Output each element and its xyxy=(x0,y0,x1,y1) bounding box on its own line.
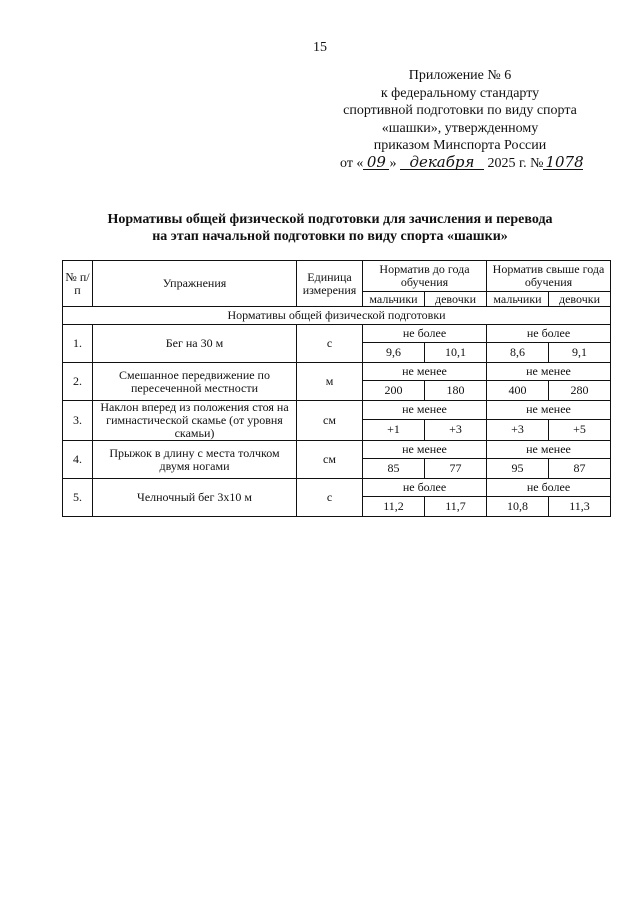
header-unit: Единица измерения xyxy=(297,261,363,307)
row-unit: см xyxy=(297,441,363,479)
value-girls-before: 11,7 xyxy=(425,497,487,517)
value-girls-before: 180 xyxy=(425,381,487,401)
date-year: 2025 г. № xyxy=(487,155,544,171)
row-condition-after: не менее xyxy=(487,441,611,459)
row-condition-after: не более xyxy=(487,325,611,343)
section-title: Нормативы общей физической подготовки xyxy=(63,307,611,325)
appendix-header xyxy=(340,67,584,172)
value-boys-after: 95 xyxy=(487,459,549,479)
date-prefix: от « xyxy=(340,155,364,171)
value-boys-after: 400 xyxy=(487,381,549,401)
row-num: 5. xyxy=(63,479,93,517)
standards-table xyxy=(62,260,611,517)
value-girls-before: 77 xyxy=(425,459,487,479)
header-boys-2: мальчики xyxy=(487,292,549,307)
table-row xyxy=(63,363,611,381)
value-boys-before: 200 xyxy=(363,381,425,401)
value-boys-before: 85 xyxy=(363,459,425,479)
table-row xyxy=(63,325,611,343)
row-condition-before: не более xyxy=(363,479,487,497)
value-girls-after: 9,1 xyxy=(549,343,611,363)
row-condition-before: не более xyxy=(363,325,487,343)
row-condition-before: не менее xyxy=(363,363,487,381)
header-girls-2: девочки xyxy=(549,292,611,307)
row-num: 4. xyxy=(63,441,93,479)
value-girls-after: 87 xyxy=(549,459,611,479)
row-unit: см xyxy=(297,401,363,441)
row-exercise: Наклон вперед из положения стоя на гимнастической скамье (от уровня скамьи) xyxy=(93,401,297,441)
table-row xyxy=(63,441,611,459)
row-unit: м xyxy=(297,363,363,401)
document-title xyxy=(60,211,600,245)
order-number-handwritten: 1078 xyxy=(545,152,584,171)
row-exercise: Бег на 30 м xyxy=(93,325,297,363)
value-boys-after: +3 xyxy=(487,419,549,440)
appendix-line-5: приказом Минспорта России xyxy=(373,138,547,153)
value-girls-before: +3 xyxy=(425,419,487,440)
section-row xyxy=(63,307,611,325)
table-header-row xyxy=(63,261,611,292)
value-boys-before: 11,2 xyxy=(363,497,425,517)
value-girls-after: 11,3 xyxy=(549,497,611,517)
date-day-handwritten: 09 xyxy=(363,155,389,170)
table-row xyxy=(63,401,611,420)
value-girls-after: 280 xyxy=(549,381,611,401)
row-exercise: Челночный бег 3x10 м xyxy=(93,479,297,517)
row-num: 1. xyxy=(63,325,93,363)
page-number: 15 xyxy=(313,40,327,55)
header-after-year: Норматив свыше года обучения xyxy=(487,261,611,292)
row-condition-after: не менее xyxy=(487,401,611,420)
title-line-2: на этап начальной подготовки по виду спорта «шашки» xyxy=(152,229,508,244)
appendix-line-1: Приложение № 6 xyxy=(408,68,512,83)
header-num: № п/п xyxy=(63,261,93,307)
row-exercise: Смешанное передвижение по пересеченной местности xyxy=(93,363,297,401)
value-boys-after: 10,8 xyxy=(487,497,549,517)
table-row xyxy=(63,479,611,497)
appendix-line-4: «шашки», утвержденному xyxy=(381,120,539,136)
value-girls-after: +5 xyxy=(549,419,611,440)
row-condition-after: не более xyxy=(487,479,611,497)
row-exercise: Прыжок в длину с места толчком двумя ногами xyxy=(93,441,297,479)
header-boys-1: мальчики xyxy=(363,292,425,307)
row-condition-after: не менее xyxy=(487,363,611,381)
title-line-1: Нормативы общей физической подготовки для зачисления и перевода xyxy=(107,212,553,227)
date-month-handwritten: декабря xyxy=(400,155,484,170)
value-girls-before: 10,1 xyxy=(425,343,487,363)
value-boys-before: +1 xyxy=(363,419,425,440)
appendix-line-3: спортивной подготовки по виду спорта xyxy=(343,103,577,118)
row-unit: с xyxy=(297,479,363,517)
appendix-date-line xyxy=(340,152,584,173)
row-condition-before: не менее xyxy=(363,401,487,420)
header-exercise: Упражнения xyxy=(93,261,297,307)
row-condition-before: не менее xyxy=(363,441,487,459)
appendix-line-2: к федеральному стандарту xyxy=(380,85,540,101)
row-num: 2. xyxy=(63,363,93,401)
date-mid: » xyxy=(389,155,397,171)
row-unit: с xyxy=(297,325,363,363)
value-boys-after: 8,6 xyxy=(487,343,549,363)
header-before-year: Норматив до года обучения xyxy=(363,261,487,292)
header-girls-1: девочки xyxy=(425,292,487,307)
value-boys-before: 9,6 xyxy=(363,343,425,363)
row-num: 3. xyxy=(63,401,93,441)
